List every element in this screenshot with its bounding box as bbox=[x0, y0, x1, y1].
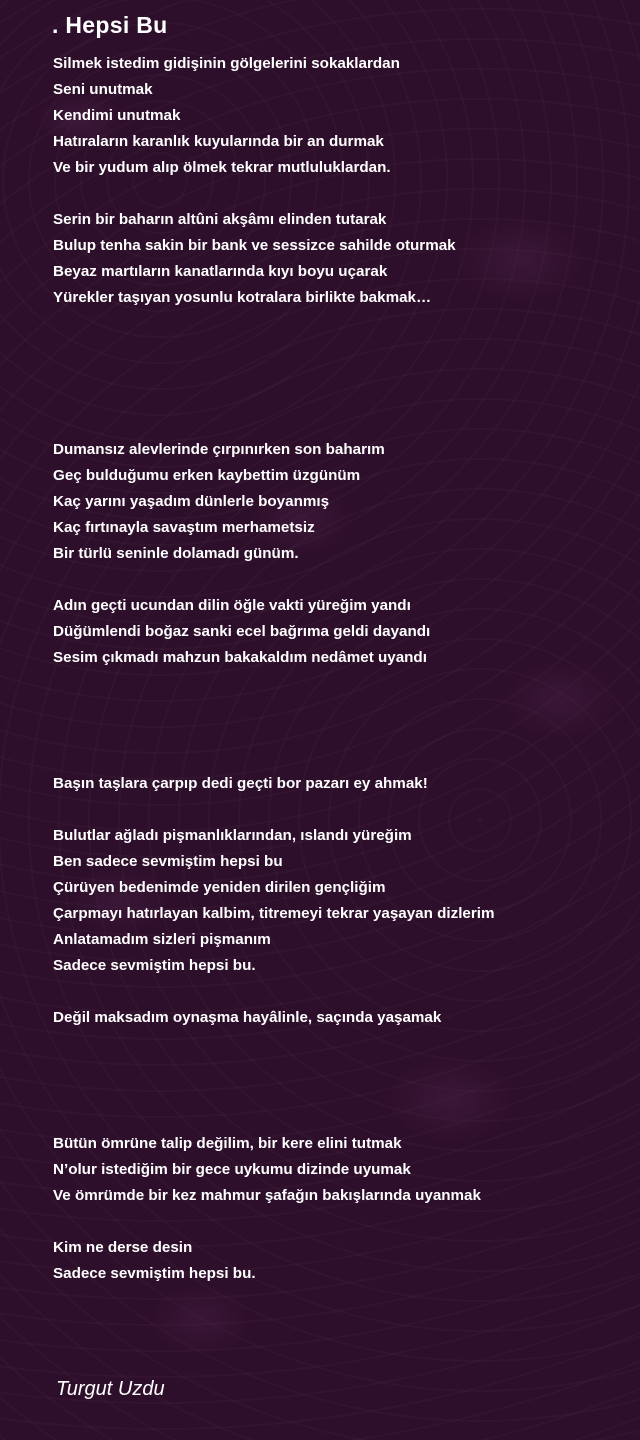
stanza-2 bbox=[53, 207, 456, 311]
poem-line: Yürekler taşıyan yosunlu kotralara birlikte bakmak… bbox=[53, 289, 432, 306]
poem-line: Ve ömrümde bir kez mahmur şafağın bakışlarında uyanmak bbox=[53, 1187, 481, 1204]
poem-line: Adın geçti ucundan dilin öğle vakti yüreğim yandı bbox=[53, 597, 411, 614]
poem-line: Anlatamadım sizleri pişmanım bbox=[53, 931, 271, 948]
poem-line: Düğümlendi boğaz sanki ecel bağrıma geldi dayandı bbox=[53, 623, 431, 640]
poem-line: Dumansız alevlerinde çırpınırken son baharım bbox=[53, 441, 385, 458]
poem-line: Kim ne derse desin bbox=[53, 1239, 193, 1256]
poem-line: Kaç fırtınayla savaştım merhametsiz bbox=[53, 519, 315, 536]
poem-line: Sesim çıkmadı mahzun bakakaldım nedâmet uyandı bbox=[53, 649, 427, 666]
poem-line: N’olur istediğim bir gece uykumu dizinde uyumak bbox=[53, 1161, 411, 1178]
poem-line: Ben sadece sevmiştim hepsi bu bbox=[53, 853, 283, 870]
stanza-4 bbox=[53, 593, 430, 671]
poem-line: Hatıraların karanlık kuyularında bir an durmak bbox=[53, 133, 384, 150]
poem-title: . Hepsi Bu bbox=[52, 12, 168, 38]
poem-line: Başın taşlara çarpıp dedi geçti bor pazarı ey ahmak! bbox=[53, 775, 428, 792]
poem-line: Beyaz martıların kanatlarında kıyı boyu uçarak bbox=[53, 263, 388, 280]
stanza-7 bbox=[53, 1005, 441, 1031]
stanza-3 bbox=[53, 437, 385, 567]
stanza-5 bbox=[53, 771, 428, 797]
stanza-1 bbox=[53, 51, 400, 181]
poem-line: Geç bulduğumu erken kaybettim üzgünüm bbox=[53, 467, 361, 484]
poem-line: Ve bir yudum alıp ölmek tekrar mutluluklardan. bbox=[53, 159, 391, 176]
stanza-9 bbox=[53, 1235, 256, 1287]
poem-line: Silmek istedim gidişinin gölgelerini sokaklardan bbox=[53, 55, 400, 72]
poem-line: Sadece sevmiştim hepsi bu. bbox=[53, 1265, 256, 1282]
poem-line: Kaç yarını yaşadım dünlerle boyanmış bbox=[53, 493, 330, 510]
stanza-6 bbox=[53, 823, 495, 979]
poem-line: Bütün ömrüne talip değilim, bir kere elini tutmak bbox=[53, 1135, 402, 1152]
poem-line: Değil maksadım oynaşma hayâlinle, saçında yaşamak bbox=[53, 1009, 442, 1026]
stanza-8 bbox=[53, 1131, 481, 1209]
poem-line: Seni unutmak bbox=[53, 81, 153, 98]
poem-author: Turgut Uzdu bbox=[56, 1378, 165, 1400]
poem-line: Kendimi unutmak bbox=[53, 107, 181, 124]
poem-line: Bir türlü seninle dolamadı günüm. bbox=[53, 545, 299, 562]
poem-line: Bulutlar ağladı pişmanlıklarından, ıslandı yüreğim bbox=[53, 827, 412, 844]
poem-line: Çarpmayı hatırlayan kalbim, titremeyi tekrar yaşayan dizlerim bbox=[53, 905, 495, 922]
poem-line: Çürüyen bedenimde yeniden dirilen gençliğim bbox=[53, 879, 386, 896]
poem-line: Sadece sevmiştim hepsi bu. bbox=[53, 957, 256, 974]
poem-line: Bulup tenha sakin bir bank ve sessizce sahilde oturmak bbox=[53, 237, 456, 254]
poem-line: Serin bir baharın altûni akşâmı elinden tutarak bbox=[53, 211, 387, 228]
